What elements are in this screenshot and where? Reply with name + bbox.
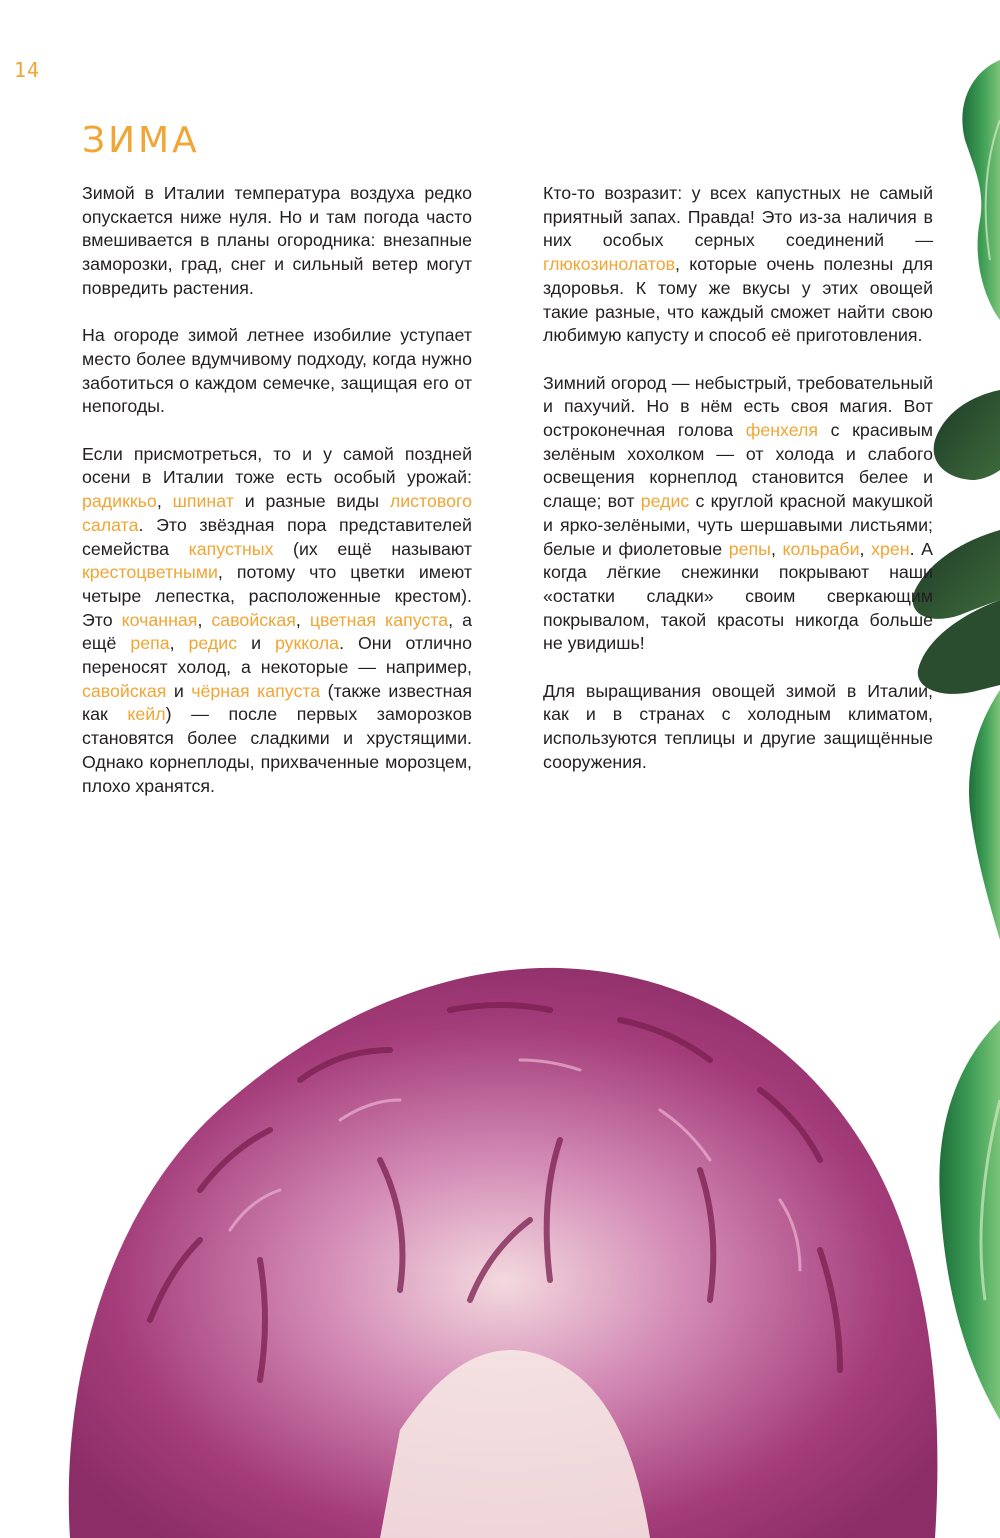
text-run: , [295,609,310,630]
text-run: Зимний огород — небыстрый, требовательный и пахучий. Но в нём есть своя магия. Вот остроконечная голова [543,372,933,441]
paragraph [543,372,933,656]
text-run: . Это звёздная пора представителей семейства [82,514,472,559]
highlight-term: репы [728,538,771,559]
highlight-term: редис [188,633,238,654]
text-run: Кто-то возразит: у всех капустных не самый приятный запах. Правда! Это из-за наличия в них особых серных соединений — [543,183,933,251]
highlight-term: хрен [871,538,910,559]
paragraph: Зимой в Италии температура воздуха редко опускается ниже нуля. Но и там погода часто вмешивается в планы огородника: внезапные заморозки, град, снег и сильный ветер могут повредить растения. [82,183,472,298]
highlight-term: фенхеля [745,420,819,441]
right-text-column [543,182,933,798]
text-run: , которые очень полезны для здоровья. К тому же вкусы у этих овощей такие разные, что каждый сможет найти свою любимую капусту и способ её приготовления. [543,254,933,346]
left-text-column [82,182,472,822]
text-run: . А когда лёгкие снежинки покрывают наши «остатки сладки» своим сверкающим покрывалом, такой красоты никогда больше не увидишь! [543,538,934,654]
text-run: и разные виды [233,491,390,512]
text-run: с красивым зелёным хохолком — от холода и слабого освещения корнеплод становится белее и слаще; вот [543,420,933,512]
text-run: Если присмотреться, то и у самой поздней осени в Италии тоже есть особый урожай: [82,443,472,488]
text-run: с круглой красной макушкой и ярко-зелёными, чуть шершавыми листьями; белые и фиолетовые [543,491,934,559]
text-run: ) — после первых заморозков становятся более сладкими и хрустящими. Однако корнеплоды, прихваченные морозцем, плохо хранятся. [82,704,472,796]
text-run: , [197,609,212,630]
highlight-term: кейл [127,704,166,725]
highlight-term: радиккьо [82,491,157,512]
highlight-term: цветная капуста [309,609,449,630]
highlight-term: листового салата [82,491,472,535]
highlight-term: кочанная [121,609,198,630]
text-run: , потому что цветки имеют четыре лепестка, расположенные крестом). Это [82,562,472,630]
text-run: и [166,680,192,701]
text-run: , [156,491,173,512]
highlight-term: редис [640,491,690,512]
highlight-term: савойская [82,680,167,701]
text-run: . Они отлично переносят холод, а некоторые — например, [82,633,472,678]
text-run: , а ещё [82,609,473,654]
text-run: , [859,538,872,559]
highlight-term: шпинат [172,491,234,512]
highlight-term: савойская [211,609,296,630]
highlight-term: глюкозинолатов [543,254,676,275]
highlight-term: крестоцветными [82,562,218,583]
text-run: , [770,538,783,559]
paragraph: На огороде зимой летнее изобилие уступает место более вдумчивому подходу, когда нужно заботиться о каждом семечке, защищая его от непогоды. [82,325,472,417]
page-number: 14 [14,58,41,82]
text-run: (их ещё называют [273,538,473,559]
text-run: (также известная как [82,680,472,725]
highlight-term: руккола [274,633,340,654]
text-run: , [169,633,189,654]
paragraph: Для выращивания овощей зимой в Италии, как и в странах с холодным климатом, используются теплицы и другие защищённые сооружения. [543,680,933,772]
highlight-term: капустных [188,538,274,559]
paragraph [543,182,933,348]
highlight-term: кольраби [782,538,860,559]
highlight-term: чёрная капуста [191,680,321,701]
highlight-term: репа [130,633,170,654]
text-run: и [237,633,275,654]
section-title: ЗИМА [82,120,200,161]
paragraph [82,443,472,799]
